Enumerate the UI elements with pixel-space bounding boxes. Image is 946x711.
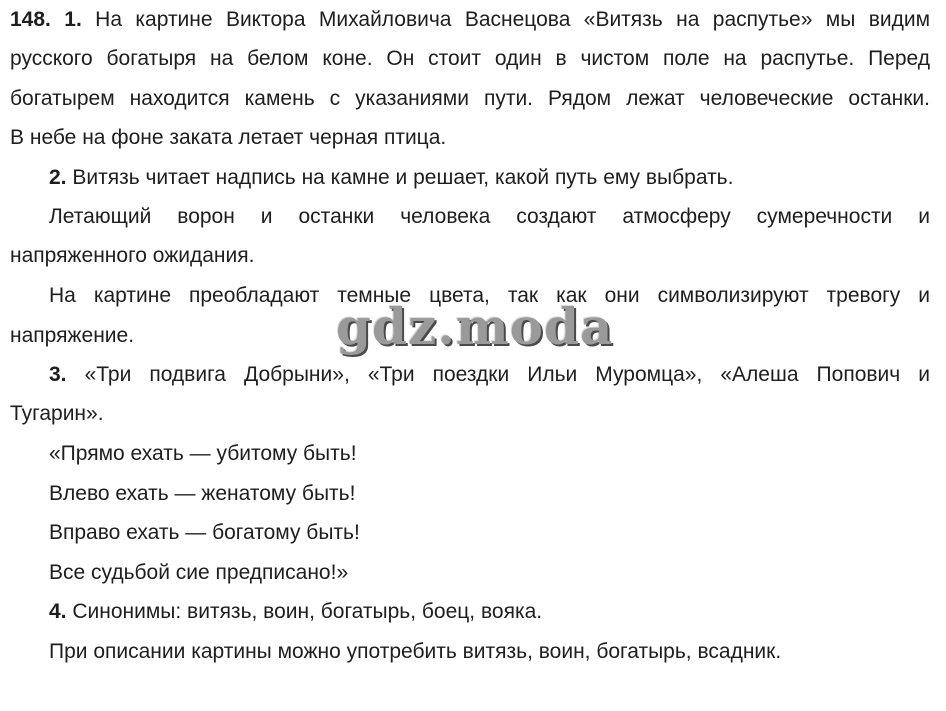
paragraph-5-line-1: [10, 355, 930, 394]
paragraph-1-line-1: [10, 0, 930, 39]
item-number-2: 2.: [49, 166, 67, 189]
item-number-3: 3.: [49, 363, 67, 386]
paragraph-7-line-1: При описании картины можно употребить витязь, воин, богатырь, всадник.: [49, 640, 782, 663]
paragraph-5-line-2: Тугарин».: [10, 402, 104, 425]
paragraph-3-line-2: напряженного ожидания.: [10, 244, 255, 267]
watermark-logo: gdz.moda: [336, 297, 614, 356]
paragraph-1-line-3: богатырем находится камень с указаниями пути. Рядом лежат человеческие останки.: [10, 87, 930, 110]
paragraph-1-line-2: русского богатыря на белом коне. Он стоит один в чистом поле на распутье. Перед: [10, 47, 930, 70]
paragraph-2-line-1: [10, 158, 733, 197]
paragraph-1-text: На картине Виктора Михайловича Васнецова «Витязь на распутье» мы видим: [95, 8, 931, 31]
poem-line-1: «Прямо ехать — убитому быть!: [49, 442, 357, 465]
task-number: 148.: [10, 8, 51, 31]
paragraph-6-line-1: [10, 592, 542, 631]
item-number-4: 4.: [49, 600, 67, 623]
poem-line-4: Все судьбой сие предписано!»: [49, 561, 349, 584]
paragraph-1-line-4: В небе на фоне заката летает черная птица.: [10, 126, 447, 149]
paragraph-2-text: Витязь читает надпись на камне и решает, какой путь ему выбрать.: [72, 166, 734, 189]
paragraph-3-line-1: Летающий ворон и останки человека создают атмосферу сумеречности и: [49, 205, 930, 228]
paragraph-5-text: «Три подвига Добрыни», «Три поездки Ильи Муромца», «Алеша Попович и: [84, 363, 930, 386]
paragraph-4-line-2: напряжение.: [10, 324, 135, 347]
poem-line-2: Влево ехать — женатому быть!: [49, 482, 356, 505]
paragraph-6-text: Синонимы: витязь, воин, богатырь, боец, вояка.: [72, 600, 543, 623]
item-number-1: 1.: [64, 8, 82, 31]
poem-line-3: Вправо ехать — богатому быть!: [49, 521, 360, 544]
paragraph-4-line-1: На картине преобладают темные цвета, так как они символизируют тревогу и: [49, 284, 930, 307]
